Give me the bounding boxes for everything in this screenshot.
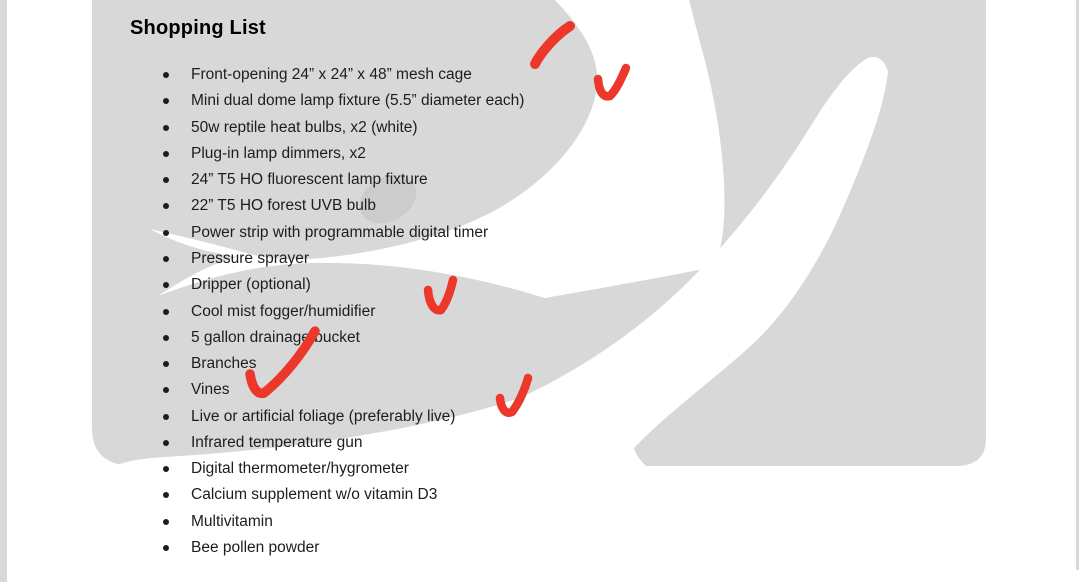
list-item-text: Mini dual dome lamp fixture (5.5” diameter each) xyxy=(191,92,525,110)
list-item-text: Calcium supplement w/o vitamin D3 xyxy=(191,486,438,504)
list-item xyxy=(163,535,524,561)
list-item-text: Branches xyxy=(191,355,257,373)
list-item-text: Digital thermometer/hygrometer xyxy=(191,460,409,478)
left-page-edge xyxy=(0,0,7,582)
list-item xyxy=(163,325,524,351)
list-item xyxy=(163,141,524,167)
list-item xyxy=(163,220,524,246)
list-item xyxy=(163,377,524,403)
list-item-text: 5 gallon drainage bucket xyxy=(191,328,360,346)
right-page-edge xyxy=(1076,0,1079,570)
list-item-text: Live or artificial foliage (preferably live) xyxy=(191,407,456,425)
list-item xyxy=(163,62,524,88)
list-item-text: Plug-in lamp dimmers, x2 xyxy=(191,144,366,162)
list-item-text: 24” T5 HO fluorescent lamp fixture xyxy=(191,171,428,189)
list-item xyxy=(163,167,524,193)
list-item-text: Front-opening 24” x 24” x 48” mesh cage xyxy=(191,66,472,84)
list-item-text: Multivitamin xyxy=(191,512,273,530)
list-item-text: 22” T5 HO forest UVB bulb xyxy=(191,197,376,215)
shopping-list xyxy=(163,62,524,561)
list-item xyxy=(163,298,524,324)
list-item xyxy=(163,246,524,272)
list-item-text: 50w reptile heat bulbs, x2 (white) xyxy=(191,118,418,136)
list-item xyxy=(163,482,524,508)
page-title: Shopping List xyxy=(130,17,266,39)
list-item xyxy=(163,351,524,377)
list-item-text: Vines xyxy=(191,381,230,399)
list-item xyxy=(163,193,524,219)
list-item-text: Infrared temperature gun xyxy=(191,433,363,451)
list-item-text: Pressure sprayer xyxy=(191,249,310,267)
list-item xyxy=(163,403,524,429)
list-item-text: Cool mist fogger/humidifier xyxy=(191,302,376,320)
list-item xyxy=(163,88,524,114)
list-item xyxy=(163,430,524,456)
list-item-text: Dripper (optional) xyxy=(191,276,311,294)
list-item xyxy=(163,509,524,535)
list-item xyxy=(163,115,524,141)
list-item xyxy=(163,456,524,482)
list-item-text: Bee pollen powder xyxy=(191,538,320,556)
list-item xyxy=(163,272,524,298)
list-item-text: Power strip with programmable digital timer xyxy=(191,223,489,241)
